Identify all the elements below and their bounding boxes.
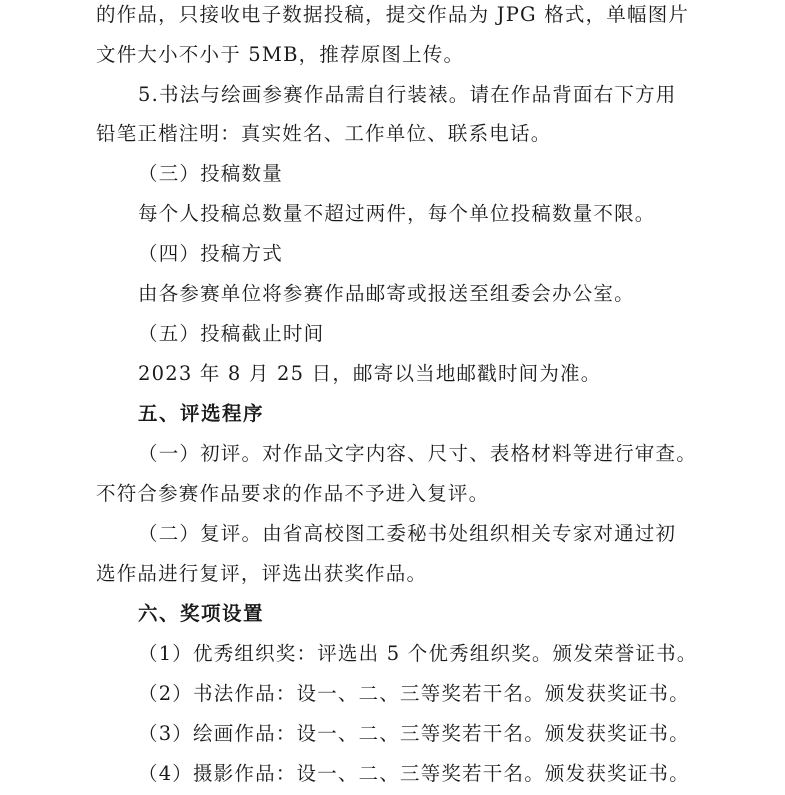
subsection-heading: （四）投稿方式 [138,242,283,265]
text-line: 5.书法与绘画参赛作品需自行装裱。请在作品背面右下方用 [138,83,677,106]
award-item: （4）摄影作品：设一、二、三等奖若干名。颁发获奖证书。 [138,762,690,785]
text-line: 每个人投稿总数量不超过两件，每个单位投稿数量不限。 [138,202,656,225]
section-heading: 五、评选程序 [138,402,265,425]
section-heading: 六、奖项设置 [138,602,265,625]
subsection-heading: （五）投稿截止时间 [138,322,325,345]
subsection-heading: （三）投稿数量 [138,162,283,185]
award-item: （3）绘画作品：设一、二、三等奖若干名。颁发获奖证书。 [138,722,690,745]
text-line: （二）复评。由省高校图工委秘书处组织相关专家对通过初 [138,522,677,545]
text-line: （一）初评。对作品文字内容、尺寸、表格材料等进行审查。 [138,442,697,465]
award-item: （1）优秀组织奖：评选出 5 个优秀组织奖。颁发荣誉证书。 [138,642,698,665]
award-item: （2）书法作品：设一、二、三等奖若干名。颁发获奖证书。 [138,682,690,705]
text-line: 由各参赛单位将参赛作品邮寄或报送至组委会办公室。 [138,282,635,305]
text-line: 的作品，只接收电子数据投稿，提交作品为 JPG 格式，单幅图片 [96,3,690,26]
text-line: 不符合参赛作品要求的作品不予进入复评。 [96,482,490,505]
text-line: 2023 年 8 月 25 日，邮寄以当地邮戳时间为准。 [138,362,602,385]
text-line: 文件大小不小于 5MB，推荐原图上传。 [96,43,465,66]
text-line: 铅笔正楷注明：真实姓名、工作单位、联系电话。 [96,122,552,145]
text-line: 选作品进行复评，评选出获奖作品。 [96,562,428,585]
